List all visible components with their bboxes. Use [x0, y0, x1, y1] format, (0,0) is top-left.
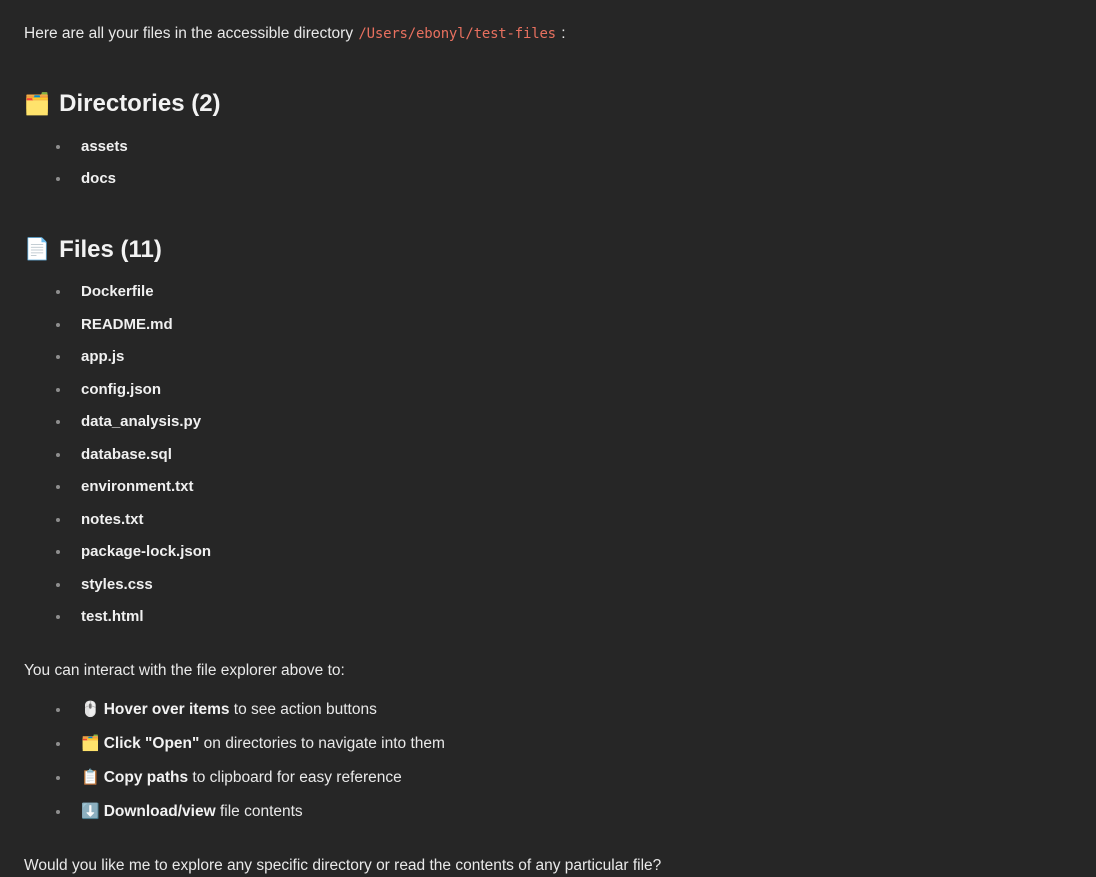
- list-item[interactable]: [24, 136, 1072, 159]
- file-name: README.md: [81, 315, 173, 333]
- computer-mouse-icon: 🖱️: [81, 700, 100, 718]
- file-name: database.sql: [81, 445, 172, 463]
- list-item: [24, 732, 1072, 756]
- directories-heading: [24, 91, 1072, 117]
- list-item: [24, 766, 1072, 790]
- closing-question: Would you like me to explore any specific directory or read the contents of any particular file?: [24, 856, 662, 874]
- interaction-lead: You can interact with the file explorer above to:: [24, 661, 345, 679]
- directory-name: assets: [81, 137, 128, 155]
- list-item[interactable]: [24, 281, 1072, 304]
- tip-bold: Copy paths: [103, 768, 189, 786]
- list-item[interactable]: [24, 476, 1072, 499]
- file-name: package-lock.json: [81, 543, 212, 561]
- interaction-tips-list: [24, 698, 1072, 824]
- file-name: styles.css: [81, 575, 153, 593]
- files-list: [24, 281, 1072, 629]
- files-heading: [24, 237, 1072, 263]
- file-name: app.js: [81, 348, 125, 366]
- list-item[interactable]: [24, 314, 1072, 337]
- list-item[interactable]: [24, 346, 1072, 369]
- intro-suffix: :: [561, 25, 566, 42]
- tip-rest: on directories to navigate into them: [199, 734, 445, 752]
- intro-line: [24, 22, 1072, 45]
- list-item: [24, 698, 1072, 722]
- down-arrow-icon: ⬇️: [81, 802, 100, 820]
- page-facing-up-icon: 📄: [24, 238, 51, 262]
- list-item[interactable]: [24, 444, 1072, 467]
- list-item[interactable]: [24, 574, 1072, 597]
- file-name: environment.txt: [81, 478, 194, 496]
- intro-prefix: Here are all your files in the accessible directory: [24, 25, 354, 42]
- directories-list: [24, 136, 1072, 191]
- list-item[interactable]: [24, 509, 1072, 532]
- directory-path-code: /Users/ebonyl/test-files: [358, 26, 556, 42]
- file-name: notes.txt: [81, 510, 144, 528]
- file-folder-icon: 🗂️: [81, 734, 100, 752]
- file-name: data_analysis.py: [81, 413, 202, 431]
- tip-rest: file contents: [215, 802, 303, 820]
- file-folder-icon: 🗂️: [24, 92, 51, 116]
- list-item[interactable]: [24, 379, 1072, 402]
- list-item[interactable]: [24, 411, 1072, 434]
- list-item[interactable]: [24, 168, 1072, 191]
- directories-heading-label: Directories (2): [59, 90, 221, 118]
- directory-name: docs: [81, 170, 117, 188]
- file-name: config.json: [81, 380, 161, 398]
- tip-bold: Click "Open": [103, 734, 200, 752]
- files-heading-label: Files (11): [59, 235, 162, 263]
- file-name: test.html: [81, 608, 144, 626]
- clipboard-icon: 📋: [81, 768, 100, 786]
- tip-rest: to clipboard for easy reference: [188, 768, 402, 786]
- tip-rest: to see action buttons: [229, 700, 377, 718]
- list-item[interactable]: [24, 606, 1072, 629]
- file-name: Dockerfile: [81, 283, 154, 301]
- tip-bold: Hover over items: [103, 700, 230, 718]
- tip-bold: Download/view: [103, 802, 216, 820]
- list-item: [24, 800, 1072, 824]
- list-item[interactable]: [24, 541, 1072, 564]
